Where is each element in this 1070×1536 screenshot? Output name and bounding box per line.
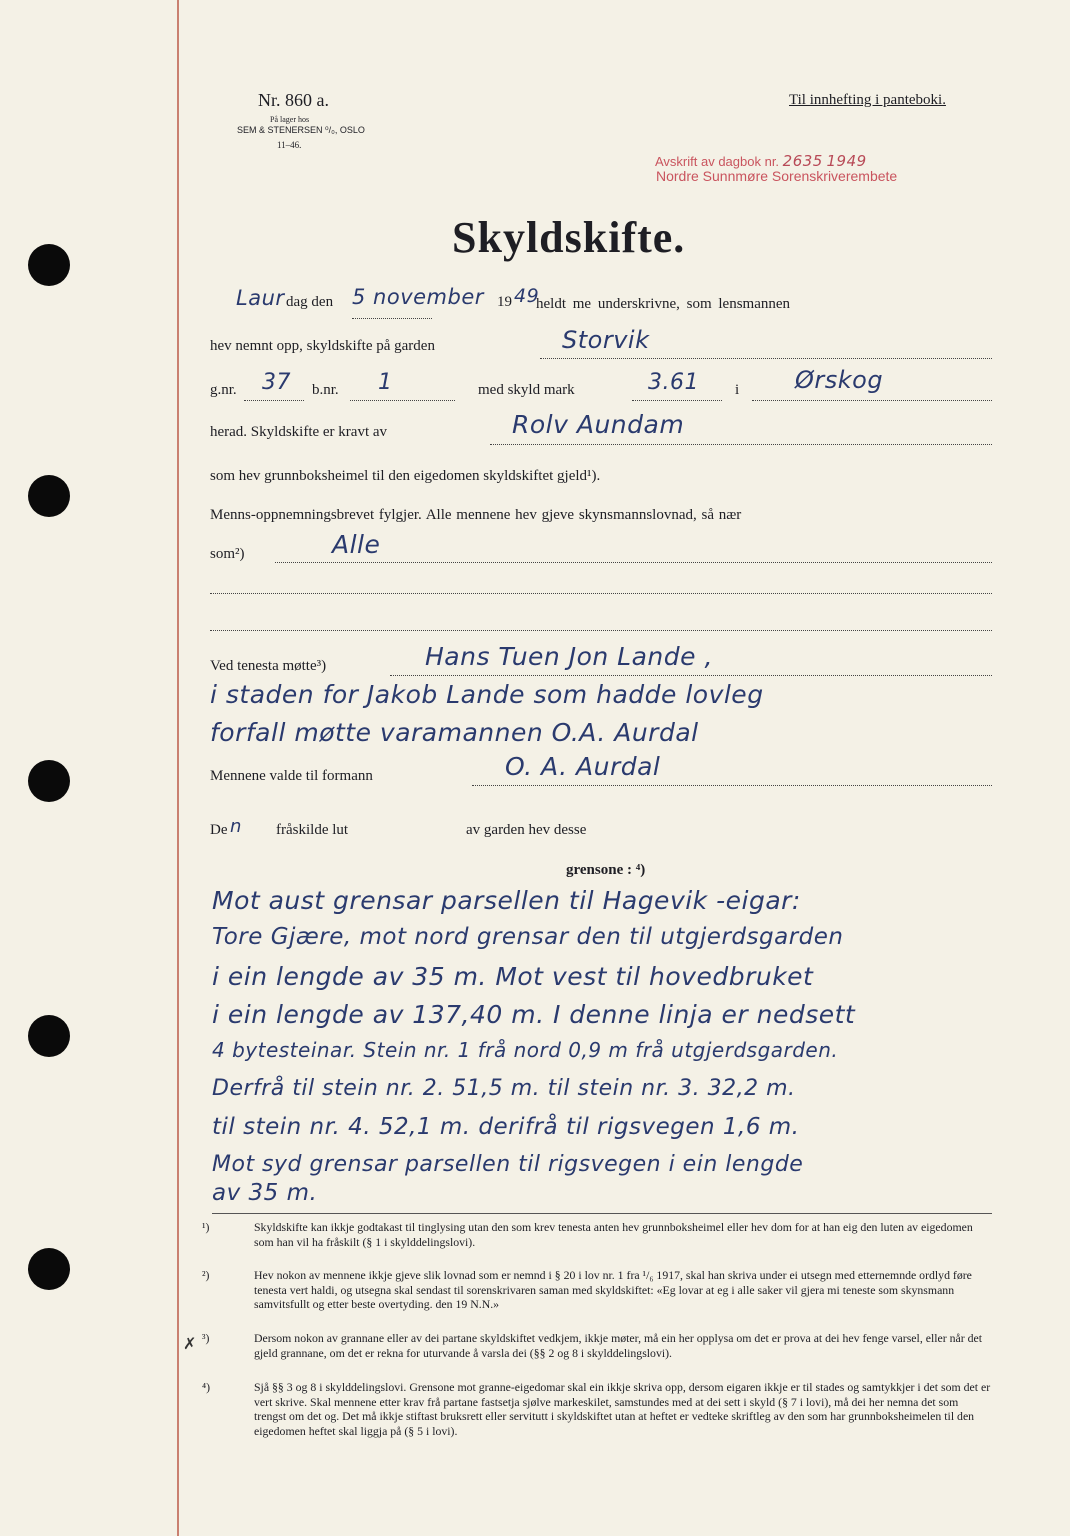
stamp-year: 1949	[826, 152, 867, 170]
handwritten-gnr: 37	[262, 370, 291, 395]
binding-note: Til innhefting i panteboki.	[789, 92, 946, 108]
handwritten-bnr: 1	[378, 370, 393, 395]
boundary-line: i ein lengde av 137,40 m. I denne linja er nedsett	[212, 1000, 856, 1029]
row8-label: Ved tenesta møtte³)	[210, 658, 327, 674]
margin-mark: ✗	[183, 1336, 197, 1353]
handwritten-skyld: 3.61	[648, 370, 699, 395]
handwritten-requester: Rolv Aundam	[512, 410, 685, 439]
footnote	[202, 1331, 992, 1360]
stamp-text: Avskrift av dagbok nr.	[655, 154, 780, 169]
form-number: Nr. 860 a.	[258, 90, 329, 110]
footnote-text: Sjå §§ 3 og 8 i skylddelingslovi. Grensone mot granne-eigedomar skal ein ikkje skriva opp, dersom eigaren ikkje er til stades og samtykkjer i det som det er vert skrive. Skal mennene etter krav frå partane fastsetja sjølve markeskilet, samstundes med at dei sett i skyld (§ 7 i lovi), må dei her nemna det som trengst om det og. Det må ikkje stiftast bruksrett eller servitutt i skyldskiftet utan at heftet er vedteke skriftleg av den som har grunnboksheimelen til den eigedomen heftet skal liggja på (§ 5 i lovi).	[254, 1380, 991, 1438]
document-title: Skyldskifte.	[452, 213, 686, 262]
dotted-line	[490, 444, 992, 445]
registry-stamp-office: Nordre Sunnmøre Sorenskriverembete	[656, 168, 898, 184]
dotted-line	[540, 358, 992, 359]
row10-text2: av garden hev desse	[466, 822, 587, 838]
punch-hole	[28, 760, 70, 802]
handwritten-weekday: Laur	[236, 286, 285, 310]
boundary-line: 4 bytesteinar. Stein nr. 1 frå nord 0,9 m frå utgjerdsgarden.	[212, 1038, 839, 1062]
footnote	[202, 1268, 992, 1312]
year-prefix: 19	[497, 294, 512, 310]
dotted-line	[752, 400, 992, 401]
dotted-line	[210, 630, 992, 631]
row10-text1: fråskilde lut	[276, 822, 349, 838]
stamp-number: 2635	[782, 152, 823, 170]
margin-rule	[177, 0, 179, 1536]
boundary-line: Mot aust grensar parsellen til Hagevik -eigar:	[212, 886, 801, 915]
label-dag-den: dag den	[286, 294, 334, 310]
boundary-line: i ein lengde av 35 m. Mot vest til hovedbruket	[212, 962, 814, 991]
dotted-line	[632, 400, 722, 401]
handwritten-date: 5 november	[352, 285, 484, 309]
boundary-line: til stein nr. 4. 52,1 m. derifrå til rigsvegen 1,6 m.	[212, 1114, 800, 1140]
row1-text: heldt me underskrivne, som lensmannen	[536, 296, 791, 312]
dotted-line	[472, 785, 992, 786]
punch-hole	[28, 475, 70, 517]
row2-text: hev nemnt opp, skyldskifte på garden	[210, 338, 435, 354]
i-label: i	[735, 382, 740, 398]
row9-label: Mennene valde til formann	[210, 768, 373, 784]
row7-label: som²)	[210, 546, 245, 562]
punch-hole	[28, 244, 70, 286]
bnr-label: b.nr.	[312, 382, 339, 398]
footnote-text: Dersom nokon av grannane eller av dei partane skyldskiftet vedkjem, ikkje møter, må ein her opplysa om det er prova at dei hev fenge varsel, eller når det gjeld grannane, om det er rekna for uturvande å varsla dei (§§ 2 og 8 i skylddelingslovi).	[254, 1331, 983, 1360]
handwritten-herad: Ørskog	[795, 366, 884, 394]
handwritten-attendees: Hans Tuen Jon Lande ,	[425, 642, 713, 671]
footnote-text: Skyldskifte kan ikkje godtakast til tinglysing utan den som krev tenesta anten hev grunnboksheimel eller hev dom for at han eig den luten av eigedomen som han vil ha fråskilt (§ 1 i skylddelingslovi).	[254, 1220, 973, 1249]
row5-text: som hev grunnboksheimel til den eigedomen skyldskiftet gjeld¹).	[210, 468, 601, 484]
boundary-line: Derfrå til stein nr. 2. 51,5 m. til stein nr. 3. 32,2 m.	[212, 1076, 796, 1101]
dotted-line	[352, 318, 432, 319]
dotted-line	[244, 400, 304, 401]
footnote-number: ⁴)	[202, 1380, 211, 1394]
footnote-number: ²)	[202, 1268, 210, 1282]
handwritten-alle: Alle	[332, 530, 381, 559]
row10-prefix: De	[210, 822, 228, 838]
boundary-line: Mot syd grensar parsellen til rigsvegen i ein lengde	[212, 1152, 804, 1177]
row6-text: Menns-oppnemningsbrevet fylgjer. Alle mennene hev gjeve skynsmannslovnad, så nær	[210, 507, 742, 523]
boundary-line: av 35 m.	[212, 1180, 318, 1206]
handwritten-chairman: O. A. Aurdal	[505, 752, 661, 781]
footnote	[202, 1220, 992, 1249]
punch-hole	[28, 1015, 70, 1057]
footnote-number: ¹)	[202, 1220, 210, 1234]
handwritten-attendees: i staden for Jakob Lande som hadde lovleg	[210, 680, 764, 709]
footnote-number: ³)	[202, 1331, 210, 1345]
handwritten-suffix: n	[230, 816, 242, 837]
dotted-line	[210, 593, 992, 594]
handwritten-farm: Storvik	[562, 326, 650, 354]
handwritten-year: 49	[514, 285, 540, 307]
publisher-line: SEM & STENERSEN ⁰/₀, OSLO	[237, 125, 365, 135]
gnr-label: g.nr.	[210, 382, 237, 398]
row4-text: herad. Skyldskifte er kravt av	[210, 424, 388, 440]
punch-hole	[28, 1248, 70, 1290]
footnote-text: Hev nokon av mennene ikkje gjeve slik lovnad som er nemnd i § 20 i lov nr. 1 fra ¹/₆ 1917, skal han skriva under ei utsegn med etternemnde ordlyd føre tenesta vert haldi, og utsegna skal sendast til sorenskrivaren saman med skyldskiftet: «Eg lovar at eg i alle saker vil gjera mi teneste som skynsmann samvitsfullt og etter beste overtyding. den 19 N.N.»	[254, 1268, 972, 1311]
publisher-line: På lager hos	[270, 115, 310, 124]
publisher-line: 11–46.	[277, 140, 302, 150]
dotted-line	[275, 562, 992, 563]
footnote	[202, 1380, 992, 1438]
footnote-separator	[212, 1213, 992, 1214]
boundary-line: Tore Gjære, mot nord grensar den til utgjerdsgarden	[212, 924, 844, 950]
grensone-label: grensone : ⁴)	[566, 862, 646, 878]
skyld-label: med skyld mark	[478, 382, 575, 398]
dotted-line	[350, 400, 455, 401]
dotted-line	[390, 675, 992, 676]
handwritten-attendees: forfall møtte varamannen O.A. Aurdal	[210, 718, 699, 747]
